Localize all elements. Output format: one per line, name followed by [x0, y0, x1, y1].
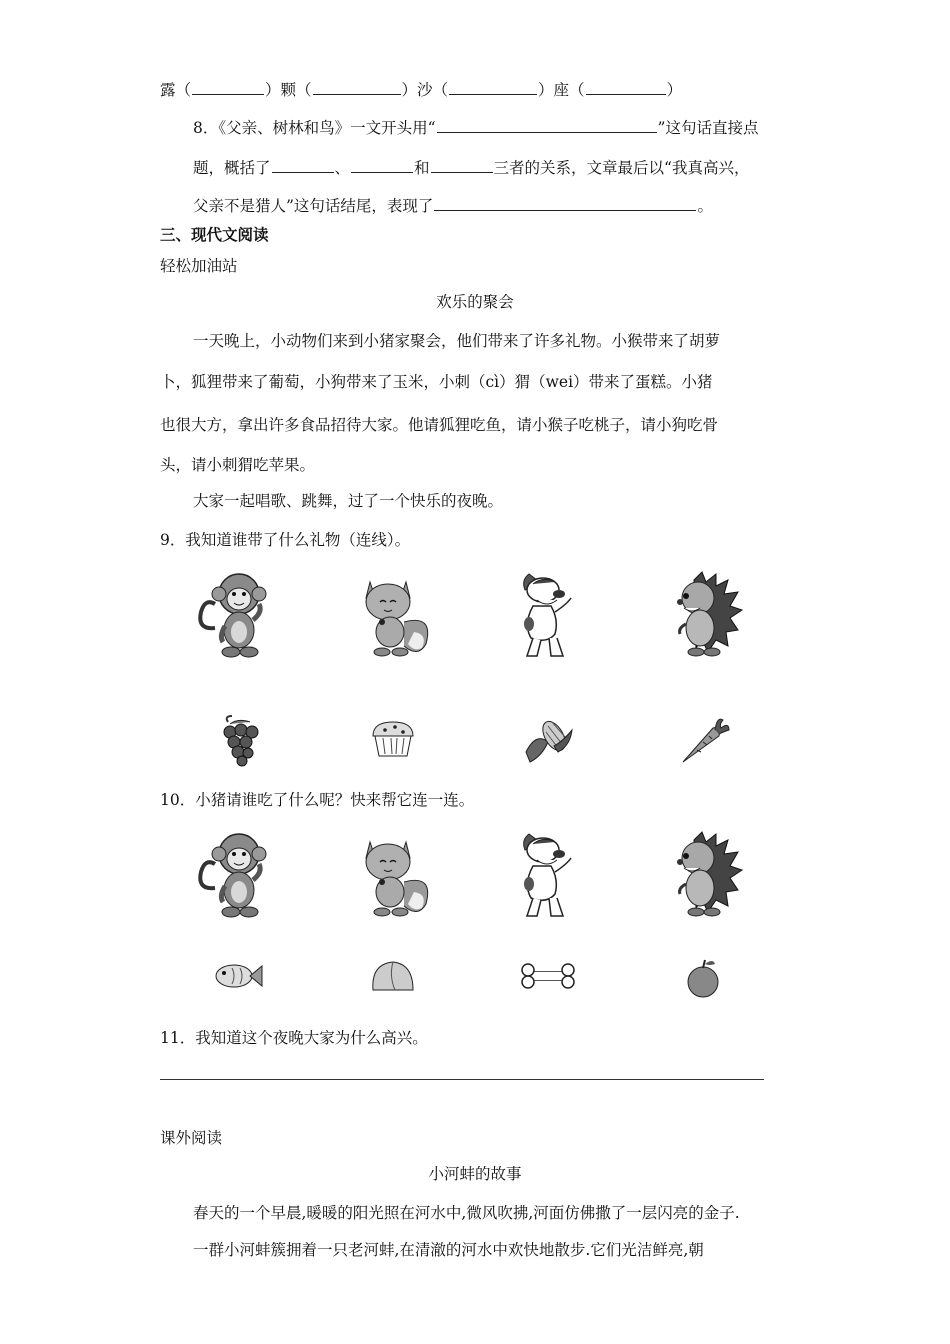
q8-blank-5[interactable] — [434, 196, 696, 211]
animals-row-q10 — [160, 828, 780, 924]
q8-text: 8．《父亲、树林和鸟》一文开头用“ — [193, 119, 436, 137]
fill-row — [160, 80, 682, 100]
story-title: 欢乐的聚会 — [436, 293, 514, 311]
story-paragraph-line: 大家一起唱歌、跳舞，过了一个快乐的夜晚。 — [193, 492, 504, 510]
q8-text: ”这句话直接点 — [657, 119, 759, 137]
fill-row-text-1: 露（ — [160, 81, 192, 99]
carrot-icon[interactable] — [625, 712, 780, 768]
cake-icon[interactable] — [315, 712, 470, 768]
blank-3[interactable] — [449, 80, 537, 95]
subsection-label: 轻松加油站 — [160, 257, 238, 275]
fill-row-text-5: ） — [666, 81, 683, 99]
blank-4[interactable] — [586, 80, 666, 95]
story-paragraph-line: 卜，狐狸带来了葡萄，小狗带来了玉米，小刺（cì）猬（wei）带来了蛋糕。小猪 — [160, 373, 713, 391]
gifts-row — [160, 712, 780, 768]
apple-icon[interactable] — [625, 956, 780, 1000]
q8-line-2 — [193, 158, 749, 178]
question-9: 9．我知道谁带了什么礼物（连线）。 — [160, 531, 411, 549]
q8-text: 题，概括了 — [193, 159, 271, 177]
story-paragraph-line: 一群小河蚌簇拥着一只老河蚌,在清澈的河水中欢快地散步.它们光洁鲜亮,朝 — [193, 1241, 704, 1259]
dog-icon[interactable] — [470, 568, 625, 664]
fox-icon[interactable] — [315, 568, 470, 664]
story-paragraph-line: 头，请小刺猬吃苹果。 — [160, 456, 316, 474]
fill-row-text-2: ）颗（ — [265, 81, 312, 99]
dog-icon[interactable] — [470, 828, 625, 924]
story-title: 小河蚌的故事 — [428, 1165, 522, 1183]
q8-text: 父亲不是猎人”这句话结尾，表现了 — [193, 197, 434, 215]
story-paragraph-line: 也很大方，拿出许多食品招待大家。他请狐狸吃鱼，请小猴子吃桃子，请小狗吃骨 — [160, 416, 719, 434]
q8-line-3 — [193, 196, 713, 216]
section-heading: 三、现代文阅读 — [160, 226, 269, 244]
bone-icon[interactable] — [470, 956, 625, 1000]
q8-text: 和 — [414, 159, 430, 177]
question-11: 11．我知道这个夜晚大家为什么高兴。 — [160, 1029, 428, 1047]
fox-icon[interactable] — [315, 828, 470, 924]
q8-text: 。 — [697, 197, 713, 215]
fill-row-text-3: ）沙（ — [401, 81, 449, 99]
monkey-icon[interactable] — [160, 568, 315, 664]
q8-blank-4[interactable] — [431, 158, 493, 173]
fill-row-text-4: ）座（ — [538, 81, 585, 99]
q8-text: 三者的关系，文章最后以“我真高兴， — [493, 159, 750, 177]
hedgehog-icon[interactable] — [625, 568, 780, 664]
foods-row — [160, 956, 780, 1000]
corn-icon[interactable] — [470, 712, 625, 768]
q8-blank-2[interactable] — [272, 158, 334, 173]
monkey-icon[interactable] — [160, 828, 315, 924]
blank-2[interactable] — [313, 80, 401, 95]
fish-icon[interactable] — [160, 956, 315, 1000]
q8-text: 、 — [334, 159, 351, 177]
animals-row-q9 — [160, 568, 780, 664]
story-paragraph-line: 一天晚上，小动物们来到小猪家聚会，他们带来了许多礼物。小猴带来了胡萝 — [193, 332, 721, 350]
subsection-label: 课外阅读 — [160, 1129, 223, 1147]
story-paragraph-line: 春天的一个早晨,暖暖的阳光照在河水中,微风吹拂,河面仿佛撒了一层闪亮的金子. — [193, 1204, 740, 1222]
q8-blank-3[interactable] — [351, 158, 413, 173]
q8-blank-1[interactable] — [437, 118, 657, 133]
grapes-icon[interactable] — [160, 712, 315, 768]
question-10: 10．小猪请谁吃了什么呢？快来帮它连一连。 — [160, 791, 475, 809]
answer-line[interactable] — [160, 1079, 764, 1080]
peach-icon[interactable] — [315, 956, 470, 1000]
blank-1[interactable] — [192, 80, 264, 95]
q8-line-1 — [193, 118, 758, 138]
hedgehog-icon[interactable] — [625, 828, 780, 924]
